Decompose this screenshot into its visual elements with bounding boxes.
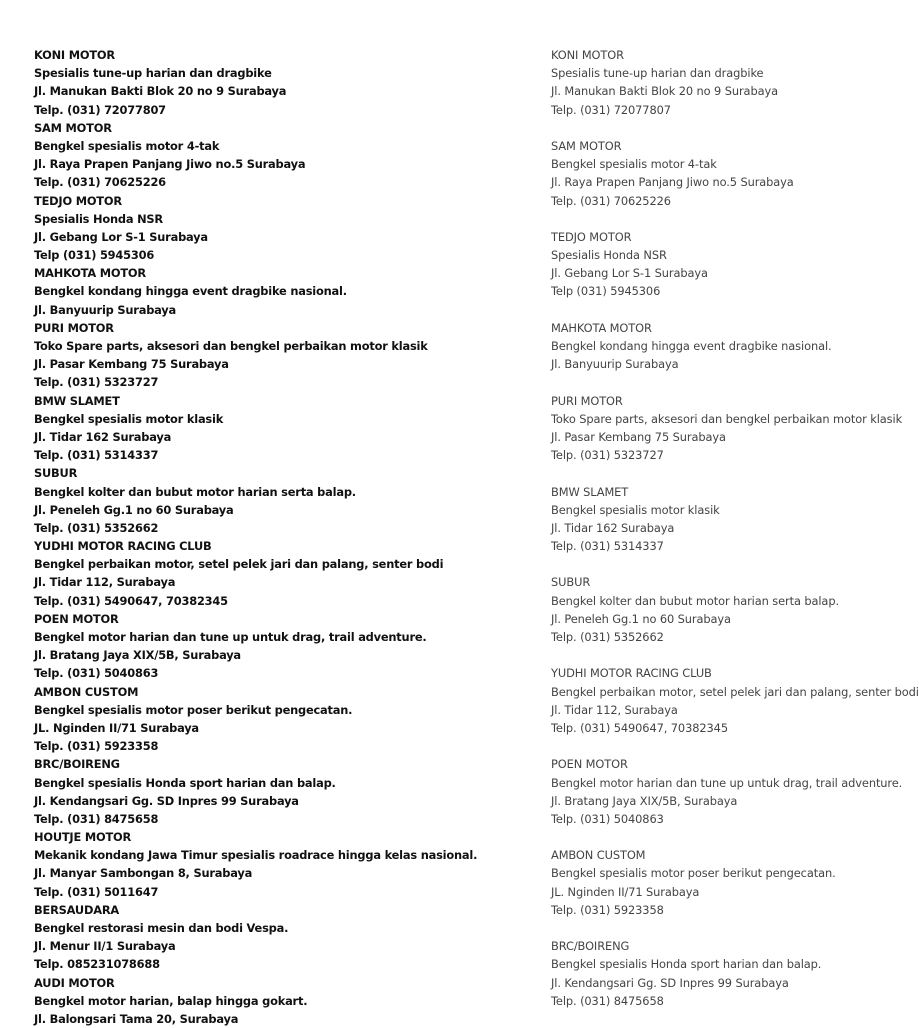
workshop-description: Spesialis tune-up harian dan dragbike xyxy=(551,66,764,81)
workshop-phone: Telp. (031) 5011647 xyxy=(34,884,159,899)
workshop-address: Jl. Manukan Bakti Blok 20 no 9 Surabaya xyxy=(34,84,287,99)
workshop-description: Bengkel spesialis Honda sport harian dan balap. xyxy=(551,957,822,972)
workshop-name: SAM MOTOR xyxy=(34,120,112,135)
workshop-name: MAHKOTA MOTOR xyxy=(34,266,146,281)
workshop-name: HOUTJE MOTOR xyxy=(34,830,132,845)
workshop-name: SUBUR xyxy=(551,575,591,590)
workshop-entry xyxy=(551,137,794,210)
workshop-name: BMW SLAMET xyxy=(34,393,120,408)
workshop-address: Jl. Bratang Jaya XIX/5B, Surabaya xyxy=(34,648,241,663)
workshop-description: Bengkel spesialis motor poser berikut pengecatan. xyxy=(34,702,353,717)
workshop-list-preview xyxy=(551,46,919,1028)
workshop-name: TEDJO MOTOR xyxy=(551,229,632,244)
workshop-description: Spesialis Honda NSR xyxy=(34,211,163,226)
workshop-address: Jl. Tidar 162 Surabaya xyxy=(551,520,675,535)
workshop-address: Jl. Balongsari Tama 20, Surabaya xyxy=(34,1011,239,1026)
workshop-description: Bengkel motor harian dan tune up untuk drag, trail adventure. xyxy=(551,775,903,790)
workshop-phone: Telp. (031) 5923358 xyxy=(34,739,159,754)
workshop-phone: Telp. (031) 5323727 xyxy=(551,448,664,463)
workshop-description: Bengkel motor harian, balap hingga gokart. xyxy=(34,993,308,1008)
workshop-phone: Telp. (031) 8475658 xyxy=(34,811,159,826)
workshop-phone: Telp. (031) 72077807 xyxy=(551,102,671,117)
workshop-address: Jl. Kendangsari Gg. SD Inpres 99 Surabaya xyxy=(34,793,299,808)
workshop-phone: Telp (031) 5945306 xyxy=(551,284,661,299)
workshop-phone: Telp. (031) 70625226 xyxy=(34,175,166,190)
workshop-name: KONI MOTOR xyxy=(34,48,115,62)
workshop-address: Jl. Banyuurip Surabaya xyxy=(34,302,177,317)
workshop-name: YUDHI MOTOR RACING CLUB xyxy=(551,666,712,681)
workshop-address: Jl. Peneleh Gg.1 no 60 Surabaya xyxy=(551,611,731,626)
workshop-name: BRC/BOIRENG xyxy=(34,757,120,772)
workshop-entry xyxy=(551,46,778,119)
workshop-address: Jl. Tidar 162 Surabaya xyxy=(34,429,172,444)
workshop-address: Jl. Raya Prapen Panjang Jiwo no.5 Surabaya xyxy=(34,157,306,172)
workshop-entry xyxy=(551,937,822,1010)
workshop-description: Bengkel kondang hingga event dragbike nasional. xyxy=(34,284,347,299)
workshop-name: YUDHI MOTOR RACING CLUB xyxy=(34,539,212,554)
workshop-address: Jl. Pasar Kembang 75 Surabaya xyxy=(551,429,726,444)
workshop-entry xyxy=(551,483,720,556)
workshop-entry xyxy=(551,664,919,737)
workshop-description: Bengkel kondang hingga event dragbike nasional. xyxy=(551,339,832,353)
workshop-address: Jl. Menur II/1 Surabaya xyxy=(34,939,176,954)
workshop-phone: Telp. (031) 8475658 xyxy=(551,993,664,1008)
workshop-address: Jl. Peneleh Gg.1 no 60 Surabaya xyxy=(34,502,234,517)
workshop-phone: Telp. (031) 5314337 xyxy=(34,448,159,463)
workshop-description: Bengkel spesialis Honda sport harian dan balap. xyxy=(34,775,336,790)
workshop-address: Jl. Manyar Sambongan 8, Surabaya xyxy=(34,866,253,881)
workshop-phone: Telp. (031) 5923358 xyxy=(551,902,664,917)
workshop-entry xyxy=(551,228,708,301)
workshop-name: KONI MOTOR xyxy=(551,48,624,62)
workshop-phone: Telp. (031) 5040863 xyxy=(34,666,159,681)
workshop-address: Jl. Gebang Lor S-1 Surabaya xyxy=(34,229,208,244)
workshop-address: Jl. Manukan Bakti Blok 20 no 9 Surabaya xyxy=(551,84,778,99)
workshop-description: Mekanik kondang Jawa Timur spesialis roadrace hingga kelas nasional. xyxy=(34,848,478,863)
workshop-description: Bengkel kolter dan bubut motor harian serta balap. xyxy=(34,484,356,499)
workshop-address: Jl. Tidar 112, Surabaya xyxy=(34,575,176,590)
workshop-name: BRC/BOIRENG xyxy=(551,939,630,954)
workshop-description: Bengkel motor harian dan tune up untuk drag, trail adventure. xyxy=(34,630,427,644)
workshop-description: Bengkel spesialis motor klasik xyxy=(34,411,224,426)
workshop-name: SUBUR xyxy=(34,466,78,481)
workshop-name: POEN MOTOR xyxy=(551,757,628,772)
workshop-name: AUDI MOTOR xyxy=(34,975,115,990)
workshop-phone: Telp. (031) 5040863 xyxy=(551,811,664,826)
workshop-name: MAHKOTA MOTOR xyxy=(551,320,652,335)
workshop-address: JL. Nginden II/71 Surabaya xyxy=(551,884,700,899)
workshop-name: PURI MOTOR xyxy=(34,320,114,335)
workshop-phone: Telp. (031) 5314337 xyxy=(551,539,664,554)
workshop-name: TEDJO MOTOR xyxy=(34,193,122,208)
workshop-name: AMBON CUSTOM xyxy=(551,848,646,863)
workshop-list-bold xyxy=(34,46,504,1028)
workshop-name: PURI MOTOR xyxy=(551,393,623,408)
workshop-address: Jl. Raya Prapen Panjang Jiwo no.5 Surabaya xyxy=(551,175,794,190)
workshop-address: Jl. Tidar 112, Surabaya xyxy=(551,702,678,717)
workshop-entry xyxy=(551,319,832,374)
workshop-description: Bengkel spesialis motor 4-tak xyxy=(551,157,717,172)
workshop-description: Bengkel spesialis motor klasik xyxy=(551,502,720,517)
workshop-phone: Telp. (031) 5490647, 70382345 xyxy=(551,720,728,735)
workshop-phone: Telp. (031) 5323727 xyxy=(34,375,159,390)
workshop-description: Bengkel kolter dan bubut motor harian serta balap. xyxy=(551,593,839,608)
workshop-description: Toko Spare parts, aksesori dan bengkel perbaikan motor klasik xyxy=(34,339,428,353)
workshop-description: Bengkel restorasi mesin dan bodi Vespa. xyxy=(34,921,289,935)
workshop-address: Jl. Banyuurip Surabaya xyxy=(551,357,679,372)
workshop-description: Bengkel perbaikan motor, setel pelek jari dan palang, senter bodi xyxy=(34,557,444,572)
workshop-phone: Telp. (031) 5352662 xyxy=(34,520,159,535)
workshop-description: Bengkel spesialis motor 4-tak xyxy=(34,138,220,153)
workshop-entry xyxy=(551,846,836,919)
workshop-entry xyxy=(551,392,903,465)
workshop-name: BMW SLAMET xyxy=(551,484,629,499)
workshop-name: POEN MOTOR xyxy=(34,611,119,626)
workshop-entry xyxy=(551,755,903,828)
workshop-description: Toko Spare parts, aksesori dan bengkel perbaikan motor klasik xyxy=(551,411,903,426)
workshop-phone: Telp (031) 5945306 xyxy=(34,248,155,263)
workshop-description: Spesialis tune-up harian dan dragbike xyxy=(34,66,272,81)
workshop-address: Jl. Pasar Kembang 75 Surabaya xyxy=(34,357,229,372)
workshop-name: SAM MOTOR xyxy=(551,138,622,153)
workshop-phone: Telp. (031) 5352662 xyxy=(551,630,664,644)
workshop-address: JL. Nginden II/71 Surabaya xyxy=(34,720,199,735)
workshop-name: AMBON CUSTOM xyxy=(34,684,139,699)
workshop-description: Bengkel perbaikan motor, setel pelek jari dan palang, senter bodi xyxy=(551,684,919,699)
workshop-address: Jl. Gebang Lor S-1 Surabaya xyxy=(551,266,708,281)
workshop-phone: Telp. (031) 72077807 xyxy=(34,102,166,117)
workshop-phone: Telp. 085231078688 xyxy=(34,957,160,972)
workshop-entry xyxy=(551,573,839,646)
workshop-address: Jl. Kendangsari Gg. SD Inpres 99 Surabaya xyxy=(551,975,789,990)
workshop-phone: Telp. (031) 5490647, 70382345 xyxy=(34,593,228,608)
workshop-name: BERSAUDARA xyxy=(34,902,120,917)
workshop-description: Spesialis Honda NSR xyxy=(551,248,667,263)
workshop-description: Bengkel spesialis motor poser berikut pengecatan. xyxy=(551,866,836,881)
workshop-phone: Telp. (031) 70625226 xyxy=(551,193,671,208)
workshop-address: Jl. Bratang Jaya XIX/5B, Surabaya xyxy=(551,793,738,808)
